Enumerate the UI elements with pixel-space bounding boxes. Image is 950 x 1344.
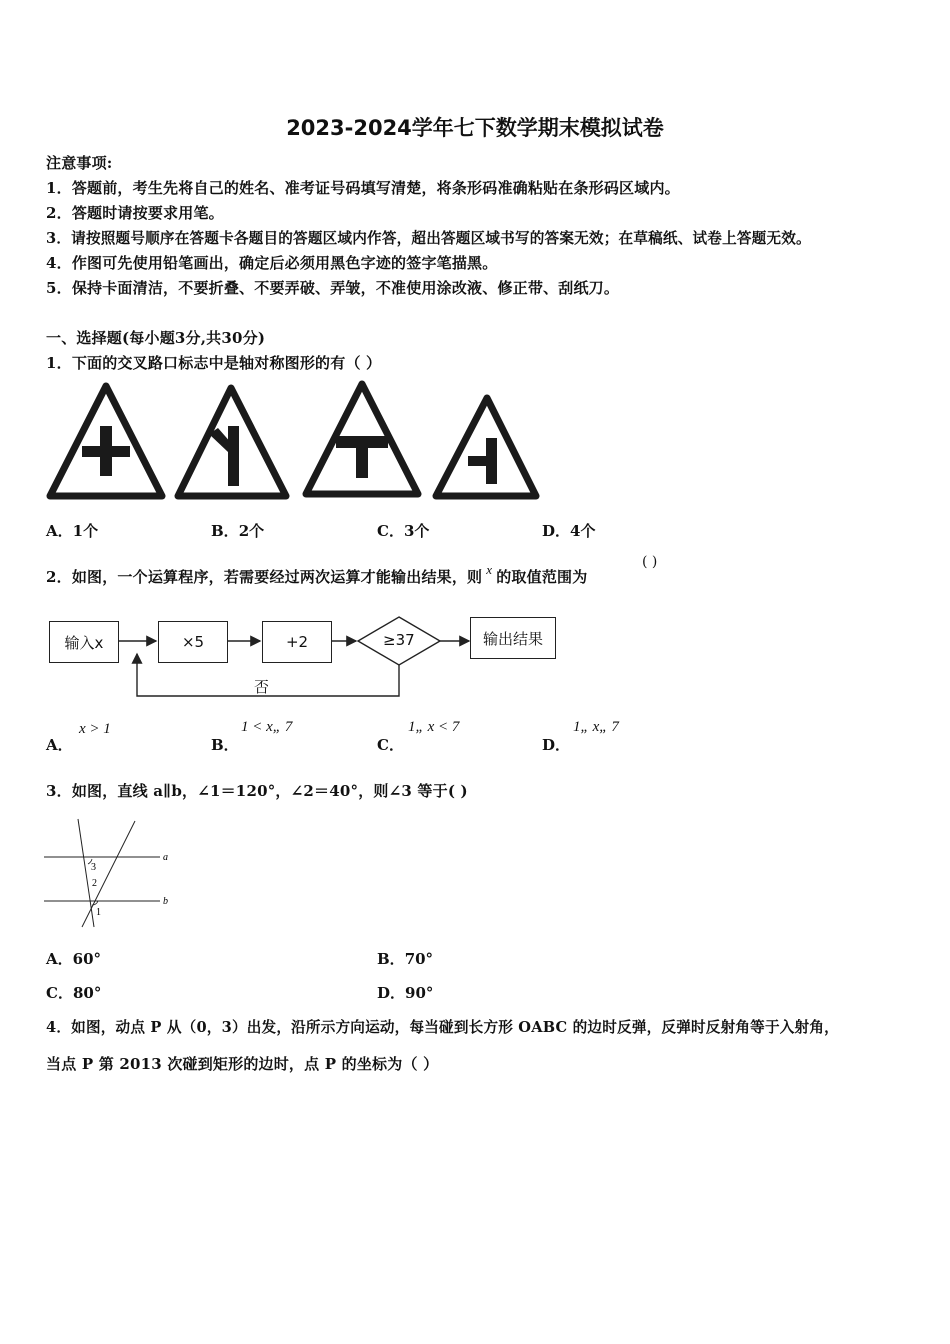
y-junction-sign-icon [178, 388, 286, 496]
q1-stem: 1．下面的交叉路口标志中是轴对称图形的有（ ） [46, 354, 382, 372]
q2-option-b-label: B． [211, 736, 239, 754]
q2-option-a-text: x > 1 [79, 721, 111, 737]
q2-option-d-label: D． [542, 736, 571, 754]
q2-stem: 2．如图，一个运算程序，若需要经过两次运算才能输出结果，则 x 的取值范围为 [46, 562, 588, 586]
line-b-label: b [163, 896, 168, 907]
notice-item-4: 4．作图可先使用铅笔画出，确定后必须用黑色字迹的签字笔描黑。 [46, 254, 498, 272]
q2-option-c-label: C． [377, 736, 404, 754]
t-junction-sign-icon [306, 384, 418, 494]
notice-item-1: 1．答题前，考生先将自己的姓名、准考证号码填写清楚，将条形码准确粘贴在条形码区域内。 [46, 179, 680, 197]
q3-option-d: D．90° [377, 984, 434, 1002]
q2-answer-paren: ( ) [642, 554, 658, 570]
angle-2-label: 2 [92, 878, 97, 889]
flow-add-box: +2 [262, 621, 332, 663]
q1-option-b: B．2个 [211, 522, 265, 540]
q3-option-c: C．80° [46, 984, 102, 1002]
q1-signs-figure [40, 380, 560, 505]
flow-multiply-box: ×5 [158, 621, 228, 663]
angle-3-label: 3 [91, 862, 96, 873]
q3-option-a: A．60° [46, 950, 102, 968]
q1-option-d: D．4个 [542, 522, 596, 540]
q2-option-d-text: 1„ x„ 7 [573, 719, 619, 735]
q4-stem-line1: 4．如图，动点 P 从（0，3）出发，沿所示方向运动，每当碰到长方形 OABC 的边时反弹，反弹时反射角等于入射角， [46, 1019, 839, 1036]
q1-option-a: A．1个 [46, 522, 99, 540]
flow-condition: ≥37 [383, 631, 415, 649]
notice-item-5: 5．保持卡面清洁，不要折叠、不要弄破、弄皱，不准使用涂改液、修正带、刮纸刀。 [46, 279, 620, 297]
flow-output-box: 输出结果 [470, 617, 556, 659]
q3-parallel-lines-figure [40, 815, 180, 933]
flow-input-box: 输入x [49, 621, 119, 663]
line-a-label: a [163, 852, 168, 863]
side-junction-sign-icon [436, 398, 536, 496]
section-heading: 一、选择题(每小题3分,共30分) [46, 329, 266, 347]
page-title: 2023-2024学年七下数学期末模拟试卷 [286, 116, 664, 140]
cross-sign-icon [50, 386, 162, 496]
q3-stem: 3．如图，直线 a∥b，∠1＝120°，∠2＝40°，则∠3 等于( ) [46, 782, 468, 800]
q3-option-b: B．70° [377, 950, 434, 968]
notice-item-3: 3．请按照题号顺序在答题卡各题目的答题区域内作答，超出答题区域书写的答案无效；在草稿纸、试卷上答题无效。 [46, 230, 811, 247]
q1-option-c: C．3个 [377, 522, 430, 540]
q2-option-a-label: A． [46, 736, 73, 754]
q2-option-c-text: 1„ x < 7 [408, 719, 460, 735]
notice-item-2: 2．答题时请按要求用笔。 [46, 204, 224, 222]
q2-option-b-text: 1 < x„ 7 [241, 719, 293, 735]
notice-heading: 注意事项: [46, 154, 113, 172]
flow-no-label: 否 [254, 678, 270, 696]
q4-stem-line2: 当点 P 第 2013 次碰到矩形的边时，点 P 的坐标为（ ） [46, 1055, 439, 1073]
angle-1-label: 1 [96, 907, 101, 918]
